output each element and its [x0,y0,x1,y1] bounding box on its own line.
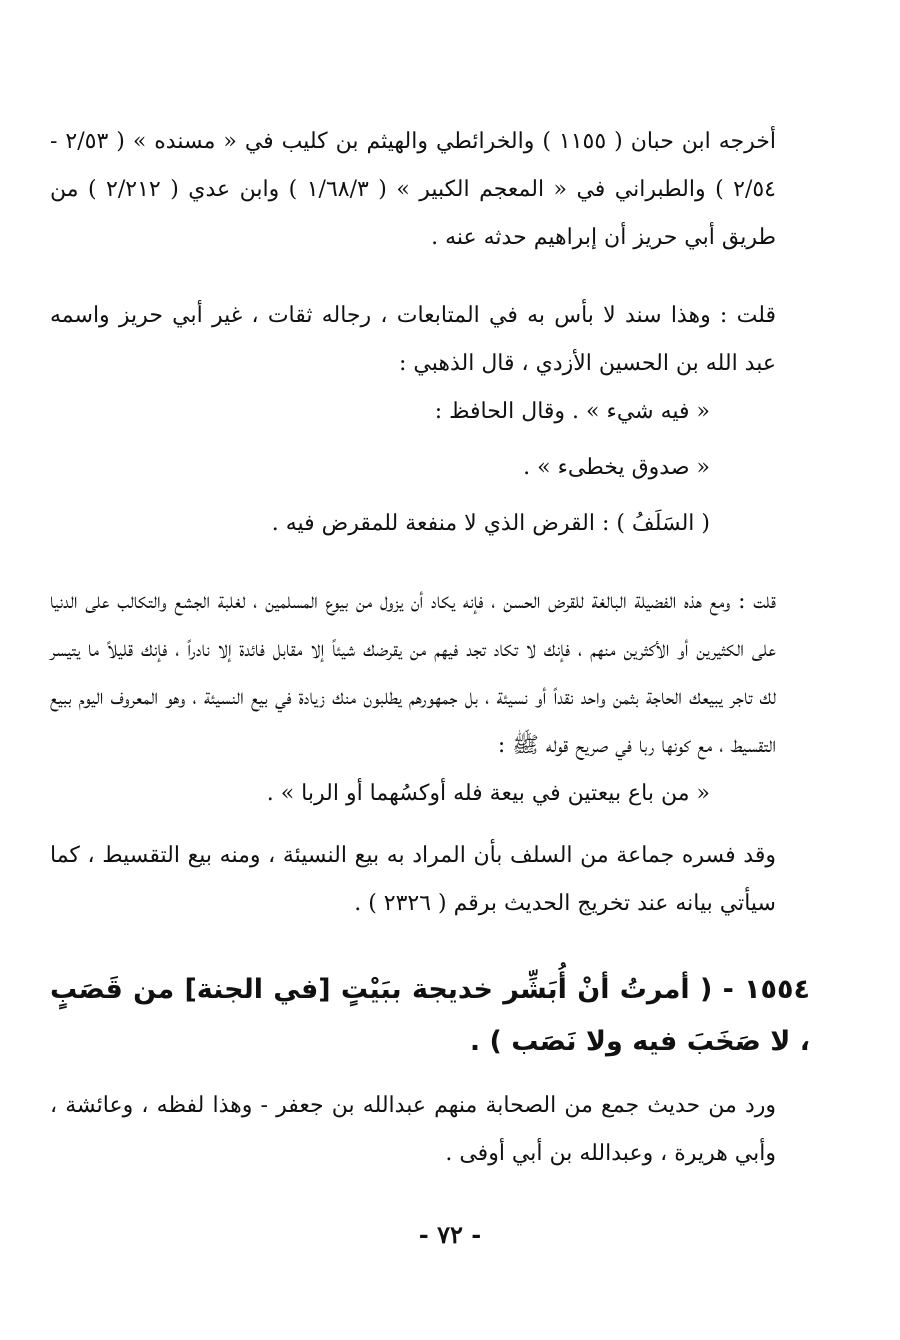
hadith-quote: « من باع بيعتين في بيعة فله أوكسُهما أو الربا » . [266,781,710,806]
tafsir-paragraph: وقد فسره جماعة من السلف بأن المراد به بيع النسيئة ، ومنه بيع التقسيط ، كما سيأتي بيانه عند تخريج الحديث برقم ( ٢٣٢٦ ) . [50,843,776,916]
qult-paragraph-1: قلت : وهذا سند لا بأس به في المتابعات ، رجاله ثقات ، غير أبي حريز واسمه عبد الله بن الحسين الأزدي ، قال الذهبي : [50,303,776,376]
hadith-heading: ١٥٥٤ - ( أمرتُ أنْ أُبَشِّر خديجة ببَيْتٍ [في الجنة] من قَصَبٍ ، لا صَخَبَ فيه ولا نَصَب ) . [50,974,810,1057]
salaf-definition: ( السَلَفُ ) : القرض الذي لا منفعة للمقرض فيه . [271,511,710,536]
wurud-paragraph: ورد من حديث جمع من الصحابة منهم عبدالله بن جعفر - وهذا لفظه ، وعائشة ، وأبي هريرة ، وعبدالله بن أبي أوفى . [50,1093,776,1166]
qult-paragraph-2: قلت : ومع هذه الفضيلة البالغة للقرض الحسن ، فإنه يكاد أن يزول من بيوع المسلمين ، لغلبة الجشع والتكالب على الدنيا على الكثيرين أو الأكثرين منهم ، فإنك لا تكاد تجد فيهم من يقرضك شيئاً إلا مقابل فائدة إلا نادراً ، فإنك قليلاً ما يتيسر لك تاجر يبيعك الحاجة بثمن واحد نقداً أو نسيئة ، بل جمهورهم يطلبون منك زيادة في بيع النسيئة ، وهو المعروف اليوم ببيع التقسيط ، مع كونها ربا في صريح قوله ﷺ : [50,589,776,758]
page-number: - ٧٢ - [418,1220,482,1249]
quote-hafiz: « صدوق يخطىء » . [523,455,710,480]
page-body [50,118,810,1178]
takhrij-paragraph: أخرجه ابن حبان ( ١١٥٥ ) والخرائطي والهيثم بن كليب في « مسنده » ( ٢/٥٣ - ٢/٥٤ ) والطبراني في « المعجم الكبير » ( ١/٦٨/٣ ) وابن عدي ( ٢/٢١٢ ) من طريق أبي حريز أن إبراهيم حدثه عنه . [50,129,776,250]
quote-dhahabi: « فيه شيء » . وقال الحافظ : [434,399,710,424]
